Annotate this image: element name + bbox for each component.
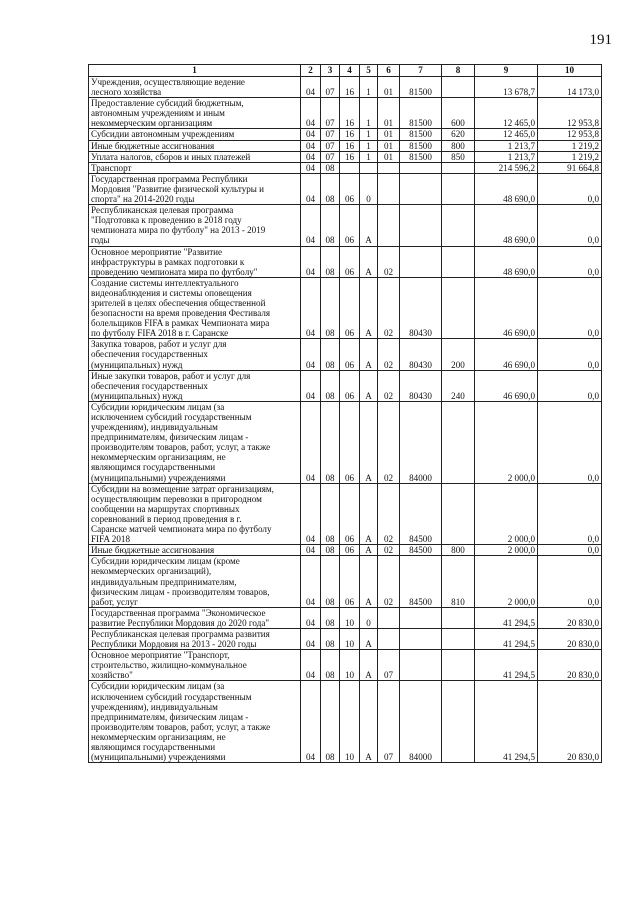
code-program-cell [340,162,360,173]
code-podrazdel-cell: 08 [321,205,340,246]
code-podrazdel-cell: 08 [321,162,340,173]
table-row [89,401,602,483]
amount-year-1-cell: 12 465,0 [475,129,538,140]
code-podrazdel-cell: 07 [321,129,340,140]
code-razdel-cell: 04 [301,650,321,681]
code-direction-cell: 84000 [400,401,442,483]
code-direction-cell [400,162,442,173]
row-name-cell: Закупка товаров, работ и услуг для обеспечения государственных (муниципальных) нужд [89,339,301,370]
amount-year-2-cell: 0,0 [538,370,602,401]
column-header: 10 [538,65,602,77]
amount-year-1-cell: 48 690,0 [475,246,538,277]
code-podrazdel-cell: 08 [321,370,340,401]
code-podrazdel-cell: 08 [321,556,340,607]
code-expense-type-cell: 850 [442,151,475,162]
amount-year-1-cell: 48 690,0 [475,205,538,246]
row-name-cell: Основное мероприятие "Развитие инфраструктуры в рамках подготовки к проведению чемпионата мира по футболу" [89,246,301,277]
code-direction-cell: 81500 [400,151,442,162]
code-razdel-cell: 04 [301,370,321,401]
amount-year-2-cell: 20 830,0 [538,681,602,763]
code-direction-cell [400,607,442,628]
code-podrazdel-cell: 08 [321,401,340,483]
code-program-cell: 06 [340,339,360,370]
code-program-cell: 06 [340,556,360,607]
table-row [89,556,602,607]
code-expense-type-cell [442,401,475,483]
row-name-cell: Государственная программа "Экономическое развитие Республики Мордовия до 2020 года" [89,607,301,628]
code-program-cell: 06 [340,545,360,556]
code-razdel-cell: 04 [301,545,321,556]
code-event-cell [378,173,400,204]
amount-year-2-cell: 20 830,0 [538,628,602,649]
code-program-cell: 16 [340,129,360,140]
code-expense-type-cell [442,173,475,204]
code-program-cell: 10 [340,628,360,649]
code-program-cell: 16 [340,140,360,151]
amount-year-1-cell: 2 000,0 [475,483,538,545]
row-name-cell: Субсидии на возмещение затрат организациям, осуществляющим перевозки в пригородном сообщении на маршрутах спортивных соревнований в период проведения в г. Саранске матчей чемпионата мира по футболу FIFA 2018 [89,483,301,545]
code-subprogram-cell [360,162,378,173]
code-program-cell: 06 [340,173,360,204]
amount-year-1-cell: 1 213,7 [475,140,538,151]
code-expense-type-cell: 800 [442,545,475,556]
code-expense-type-cell [442,681,475,763]
code-expense-type-cell [442,77,475,98]
code-expense-type-cell [442,277,475,339]
code-direction-cell: 84500 [400,556,442,607]
code-direction-cell [400,205,442,246]
table-row [89,277,602,339]
amount-year-1-cell: 12 465,0 [475,98,538,129]
code-direction-cell: 80430 [400,277,442,339]
table-row [89,151,602,162]
amount-year-2-cell: 0,0 [538,277,602,339]
table-row [89,339,602,370]
code-podrazdel-cell: 08 [321,607,340,628]
code-expense-type-cell [442,205,475,246]
code-direction-cell: 81500 [400,98,442,129]
code-event-cell: 01 [378,129,400,140]
code-direction-cell [400,628,442,649]
code-event-cell [378,628,400,649]
row-name-cell: Иные бюджетные ассигнования [89,545,301,556]
code-program-cell: 06 [340,277,360,339]
table-row [89,173,602,204]
amount-year-1-cell: 13 678,7 [475,77,538,98]
row-name-cell: Уплата налогов, сборов и иных платежей [89,151,301,162]
amount-year-1-cell: 46 690,0 [475,370,538,401]
code-program-cell: 10 [340,607,360,628]
code-razdel-cell: 04 [301,339,321,370]
table-row [89,246,602,277]
amount-year-1-cell: 2 000,0 [475,401,538,483]
code-subprogram-cell: 0 [360,607,378,628]
code-program-cell: 16 [340,151,360,162]
row-name-cell: Республиканская целевая программа развития Республики Мордовия на 2013 - 2020 годы [89,628,301,649]
code-subprogram-cell: А [360,277,378,339]
code-razdel-cell: 04 [301,98,321,129]
code-direction-cell [400,173,442,204]
code-podrazdel-cell: 08 [321,483,340,545]
code-subprogram-cell: А [360,556,378,607]
page-number: 191 [589,32,612,48]
column-header: 7 [400,65,442,77]
code-program-cell: 10 [340,650,360,681]
code-subprogram-cell: А [360,246,378,277]
code-subprogram-cell: А [360,545,378,556]
row-name-cell: Республиканская целевая программа "Подготовка к проведению в 2018 году чемпионата мира по футболу" на 2013 - 2019 годы [89,205,301,246]
code-podrazdel-cell: 08 [321,545,340,556]
code-subprogram-cell: 1 [360,98,378,129]
code-razdel-cell: 04 [301,277,321,339]
table-row [89,98,602,129]
table-row [89,205,602,246]
amount-year-2-cell: 1 219,2 [538,151,602,162]
code-program-cell: 10 [340,681,360,763]
code-subprogram-cell: А [360,681,378,763]
code-event-cell: 02 [378,401,400,483]
code-razdel-cell: 04 [301,483,321,545]
amount-year-2-cell: 0,0 [538,246,602,277]
code-subprogram-cell: 1 [360,140,378,151]
code-direction-cell: 81500 [400,140,442,151]
amount-year-2-cell: 0,0 [538,401,602,483]
code-expense-type-cell: 800 [442,140,475,151]
code-razdel-cell: 04 [301,77,321,98]
code-program-cell: 16 [340,98,360,129]
column-header: 8 [442,65,475,77]
code-direction-cell: 80430 [400,370,442,401]
amount-year-1-cell: 48 690,0 [475,173,538,204]
code-podrazdel-cell: 08 [321,650,340,681]
table-row [89,129,602,140]
amount-year-1-cell: 1 213,7 [475,151,538,162]
code-direction-cell: 84500 [400,545,442,556]
amount-year-2-cell: 0,0 [538,205,602,246]
code-podrazdel-cell: 07 [321,151,340,162]
code-event-cell: 02 [378,246,400,277]
row-name-cell: Учреждения, осуществляющие ведение лесного хозяйства [89,77,301,98]
amount-year-1-cell: 2 000,0 [475,545,538,556]
row-name-cell: Субсидии юридическим лицам (за исключением субсидий государственным учреждениям), индивидуальным предпринимателям, физическим лицам - производителям товаров, работ, услуг, а также некоммерческим организациям, не являющимся государственными (муниципальными) учреждениями [89,681,301,763]
code-podrazdel-cell: 07 [321,77,340,98]
row-name-cell: Субсидии юридическим лицам (кроме некоммерческих организаций), индивидуальным предпринимателям, физическим лицам - производителям товаров, работ, услуг [89,556,301,607]
code-expense-type-cell: 600 [442,98,475,129]
row-name-cell: Иные закупки товаров, работ и услуг для обеспечения государственных (муниципальных) нужд [89,370,301,401]
amount-year-1-cell: 2 000,0 [475,556,538,607]
amount-year-2-cell: 0,0 [538,545,602,556]
code-direction-cell: 80430 [400,339,442,370]
table-header [89,65,602,77]
code-subprogram-cell: 1 [360,77,378,98]
code-razdel-cell: 04 [301,129,321,140]
amount-year-2-cell: 0,0 [538,339,602,370]
amount-year-2-cell: 14 173,0 [538,77,602,98]
code-event-cell: 02 [378,370,400,401]
code-subprogram-cell: 0 [360,173,378,204]
code-direction-cell: 84500 [400,483,442,545]
code-event-cell [378,205,400,246]
code-event-cell: 01 [378,98,400,129]
code-expense-type-cell: 240 [442,370,475,401]
code-event-cell: 07 [378,681,400,763]
code-event-cell: 02 [378,483,400,545]
code-subprogram-cell: А [360,628,378,649]
code-razdel-cell: 04 [301,628,321,649]
table-row [89,545,602,556]
amount-year-1-cell: 46 690,0 [475,277,538,339]
code-event-cell [378,607,400,628]
row-name-cell: Основное мероприятие "Транспорт, строительство, жилищно-коммунальное хозяйство" [89,650,301,681]
code-event-cell: 01 [378,151,400,162]
code-razdel-cell: 04 [301,681,321,763]
row-name-cell: Иные бюджетные ассигнования [89,140,301,151]
amount-year-2-cell: 0,0 [538,173,602,204]
budget-table [88,64,602,763]
table-row [89,628,602,649]
code-event-cell [378,162,400,173]
code-podrazdel-cell: 08 [321,277,340,339]
table-row [89,140,602,151]
code-direction-cell: 81500 [400,77,442,98]
code-podrazdel-cell: 07 [321,98,340,129]
code-razdel-cell: 04 [301,173,321,204]
code-subprogram-cell: 1 [360,129,378,140]
amount-year-2-cell: 0,0 [538,556,602,607]
code-expense-type-cell: 810 [442,556,475,607]
amount-year-1-cell: 46 690,0 [475,339,538,370]
code-subprogram-cell: А [360,401,378,483]
column-header: 3 [321,65,340,77]
table-row [89,650,602,681]
code-event-cell: 01 [378,77,400,98]
amount-year-1-cell: 41 294,5 [475,607,538,628]
code-expense-type-cell [442,246,475,277]
code-expense-type-cell [442,607,475,628]
row-name-cell: Государственная программа Республики Мордовия "Развитие физической культуры и спорта" на 2014-2020 годы [89,173,301,204]
code-direction-cell: 81500 [400,129,442,140]
row-name-cell: Предоставление субсидий бюджетным, автономным учреждениям и иным некоммерческим организациям [89,98,301,129]
amount-year-2-cell: 0,0 [538,483,602,545]
code-subprogram-cell: А [360,650,378,681]
code-razdel-cell: 04 [301,401,321,483]
amount-year-2-cell: 20 830,0 [538,650,602,681]
code-program-cell: 06 [340,246,360,277]
code-expense-type-cell: 200 [442,339,475,370]
code-razdel-cell: 04 [301,140,321,151]
code-razdel-cell: 04 [301,556,321,607]
header-row [89,65,602,77]
amount-year-1-cell: 41 294,5 [475,681,538,763]
code-event-cell: 02 [378,277,400,339]
table-row [89,607,602,628]
code-razdel-cell: 04 [301,151,321,162]
code-razdel-cell: 04 [301,607,321,628]
amount-year-2-cell: 12 953,8 [538,129,602,140]
amount-year-2-cell: 12 953,8 [538,98,602,129]
code-program-cell: 06 [340,483,360,545]
table-row [89,162,602,173]
amount-year-2-cell: 1 219,2 [538,140,602,151]
code-podrazdel-cell: 08 [321,681,340,763]
column-header: 1 [89,65,301,77]
code-subprogram-cell: А [360,205,378,246]
code-direction-cell: 84000 [400,681,442,763]
code-program-cell: 06 [340,401,360,483]
code-direction-cell [400,650,442,681]
code-podrazdel-cell: 08 [321,246,340,277]
code-razdel-cell: 04 [301,205,321,246]
code-subprogram-cell: А [360,339,378,370]
column-header: 9 [475,65,538,77]
code-subprogram-cell: А [360,370,378,401]
code-podrazdel-cell: 08 [321,173,340,204]
table-row [89,77,602,98]
amount-year-1-cell: 41 294,5 [475,650,538,681]
code-expense-type-cell [442,162,475,173]
code-subprogram-cell: А [360,483,378,545]
table-row [89,370,602,401]
table-row [89,681,602,763]
code-event-cell: 02 [378,545,400,556]
code-podrazdel-cell: 07 [321,140,340,151]
column-header: 4 [340,65,360,77]
column-header: 5 [360,65,378,77]
code-razdel-cell: 04 [301,246,321,277]
code-program-cell: 06 [340,370,360,401]
amount-year-2-cell: 91 664,8 [538,162,602,173]
code-expense-type-cell [442,650,475,681]
code-podrazdel-cell: 08 [321,339,340,370]
amount-year-2-cell: 20 830,0 [538,607,602,628]
row-name-cell: Создание системы интеллектуального видеонаблюдения и системы оповещения зрителей в целях обеспечения общественной безопасности на время проведения Фестиваля болельщиков FIFA в рамках Чемпионата мира по футболу FIFA 2018 в г. Саранске [89,277,301,339]
table-body [89,77,602,763]
code-event-cell: 02 [378,556,400,607]
code-event-cell: 02 [378,339,400,370]
code-program-cell: 06 [340,205,360,246]
row-name-cell: Субсидии автономным учреждениям [89,129,301,140]
code-razdel-cell: 04 [301,162,321,173]
code-event-cell: 01 [378,140,400,151]
code-event-cell: 07 [378,650,400,681]
row-name-cell: Транспорт [89,162,301,173]
row-name-cell: Субсидии юридическим лицам (за исключением субсидий государственным учреждениям), индивидуальным предпринимателям, физическим лицам - производителям товаров, работ, услуг, а также некоммерческим организациям, не являющимся государственными (муниципальными) учреждениями [89,401,301,483]
code-subprogram-cell: 1 [360,151,378,162]
code-direction-cell [400,246,442,277]
column-header: 6 [378,65,400,77]
code-expense-type-cell [442,483,475,545]
code-expense-type-cell [442,628,475,649]
code-expense-type-cell: 620 [442,129,475,140]
code-program-cell: 16 [340,77,360,98]
code-podrazdel-cell: 08 [321,628,340,649]
table-row [89,483,602,545]
amount-year-1-cell: 41 294,5 [475,628,538,649]
amount-year-1-cell: 214 596,2 [475,162,538,173]
column-header: 2 [301,65,321,77]
